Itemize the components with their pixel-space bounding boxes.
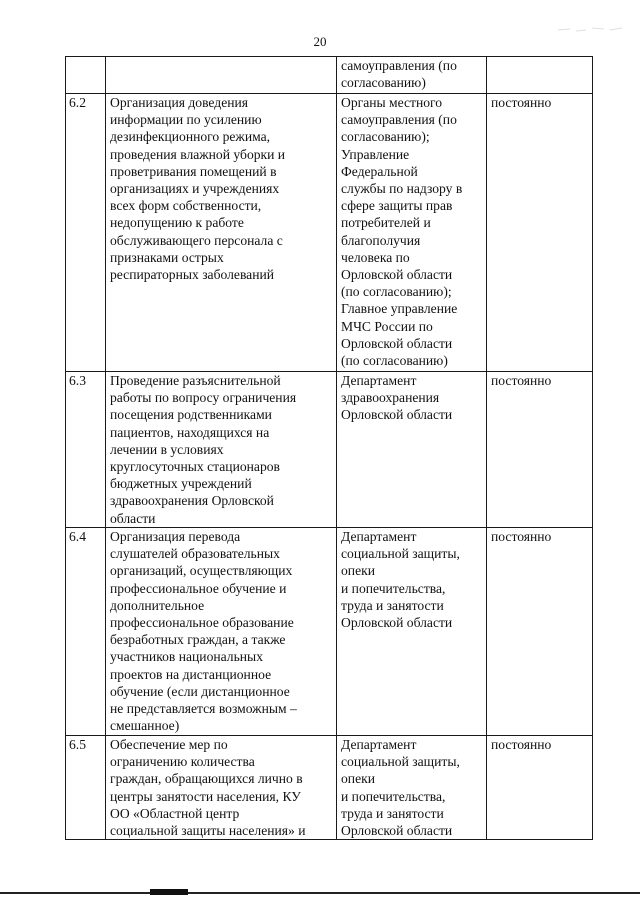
executor-line: Орловской области	[341, 267, 453, 283]
executor-line: Органы местного	[341, 95, 443, 110]
executor-line: Департамент	[341, 737, 417, 752]
activity-line: бюджетных учреждений	[110, 476, 252, 492]
activity-line: всех форм собственности,	[110, 198, 262, 214]
row-number-cell: 6.4	[66, 528, 106, 736]
activity-line: смешанное)	[110, 718, 180, 734]
term-cell	[487, 57, 593, 94]
activity-line: организаций, осуществляющих	[110, 563, 293, 579]
executor-line: социальной защиты,	[341, 546, 460, 562]
table-row	[66, 94, 593, 372]
activity-line: центры занятости населения, КУ	[110, 788, 301, 804]
table-row	[66, 736, 593, 840]
activity-line: обучение (если дистанционное	[110, 683, 290, 699]
term-cell: постоянно	[487, 94, 593, 372]
executor-line: Орловской области	[341, 407, 453, 423]
executor-cell	[337, 528, 487, 736]
measures-table	[65, 56, 593, 840]
executor-line: благополучия	[341, 232, 421, 248]
activity-line: респираторных заболеваний	[110, 267, 275, 283]
executor-line: службы по надзору в	[341, 181, 463, 197]
activity-line: посещения родственниками	[110, 407, 272, 423]
activity-cell	[106, 94, 337, 372]
activity-line: недопущению к работе	[110, 215, 244, 231]
executor-line: Орловской области	[341, 615, 453, 631]
activity-line: круглосуточных стационаров	[110, 459, 280, 475]
activity-cell	[106, 372, 337, 528]
scan-noise-decoration	[556, 22, 626, 36]
executor-line: и попечительства,	[341, 580, 446, 596]
page-number: 20	[313, 34, 327, 49]
activity-cell	[106, 528, 337, 736]
executor-line: опеки	[341, 563, 375, 579]
activity-line: пациентов, находящихся на	[110, 424, 270, 440]
executor-line: согласованию);	[341, 129, 430, 145]
executor-line: Департамент	[341, 373, 417, 388]
activity-line: признаками острых	[110, 249, 224, 265]
activity-line: проведения влажной уборки и	[110, 146, 286, 162]
activity-line: профессиональное образование	[110, 615, 294, 631]
executor-line: самоуправления (по	[341, 112, 457, 128]
executor-line: (по согласованию);	[341, 284, 452, 300]
activity-line: Организация доведения	[110, 95, 249, 110]
activity-line: работы по вопросу ограничения	[110, 390, 297, 406]
activity-line: дезинфекционного режима,	[110, 129, 271, 145]
activity-line: ограничению количества	[110, 754, 255, 770]
executor-line: самоуправления (по	[341, 58, 457, 73]
executor-line: и попечительства,	[341, 788, 446, 804]
activity-line: здравоохранения Орловской	[110, 493, 274, 509]
activity-line: дополнительное	[110, 597, 205, 613]
page-bottom-rule	[0, 892, 640, 894]
table-row	[66, 57, 593, 94]
executor-line: опеки	[341, 771, 375, 787]
executor-line: МЧС России по	[341, 318, 433, 334]
executor-line: потребителей и	[341, 215, 431, 231]
row-number-cell: 6.2	[66, 94, 106, 372]
row-number-cell: 6.5	[66, 736, 106, 840]
activity-line: области	[110, 510, 156, 526]
activity-line: организациях и учреждениях	[110, 181, 280, 197]
executor-cell	[337, 94, 487, 372]
executor-cell	[337, 736, 487, 840]
executor-line: Федеральной	[341, 163, 418, 179]
executor-line: (по согласованию)	[341, 353, 448, 369]
activity-line: проветривания помещений в	[110, 163, 277, 179]
executor-line: Главное управление	[341, 301, 458, 317]
activity-line: граждан, обращающихся лично в	[110, 771, 303, 787]
executor-line: труда и занятости	[341, 597, 444, 613]
executor-line: согласованию)	[341, 75, 426, 91]
activity-line: проектов на дистанционное	[110, 666, 272, 682]
activity-line: Проведение разъяснительной	[110, 373, 281, 388]
activity-line: Обеспечение мер по	[110, 737, 228, 752]
table-row	[66, 528, 593, 736]
executor-line: Управление	[341, 146, 410, 162]
executor-cell	[337, 57, 487, 94]
activity-line: информации по усилению	[110, 112, 262, 128]
activity-line: слушателей образовательных	[110, 546, 280, 562]
activity-line: социальной защиты населения» и	[110, 823, 306, 839]
activity-line: не представляется возможным –	[110, 701, 297, 717]
table-row	[66, 372, 593, 528]
activity-line: обслуживающего персонала с	[110, 232, 283, 248]
executor-line: Орловской области	[341, 335, 453, 351]
executor-line: социальной защиты,	[341, 754, 460, 770]
activity-line: участников национальных	[110, 649, 263, 665]
executor-line: человека по	[341, 249, 410, 265]
row-number-cell	[66, 57, 106, 94]
activity-line: лечении в условиях	[110, 441, 224, 457]
term-cell: постоянно	[487, 372, 593, 528]
activity-cell	[106, 57, 337, 94]
activity-cell	[106, 736, 337, 840]
activity-line: ОО «Областной центр	[110, 805, 240, 821]
executor-line: Департамент	[341, 529, 417, 544]
scan-artifact-mark	[150, 889, 188, 895]
activity-line: Организация перевода	[110, 529, 241, 544]
activity-line: безработных граждан, а также	[110, 632, 286, 648]
activity-line: профессиональное обучение и	[110, 580, 287, 596]
term-cell: постоянно	[487, 528, 593, 736]
executor-line: сфере защиты прав	[341, 198, 453, 214]
executor-line: труда и занятости	[341, 805, 444, 821]
executor-line: Орловской области	[341, 823, 453, 839]
executor-line: здравоохранения	[341, 390, 440, 406]
executor-cell	[337, 372, 487, 528]
row-number-cell: 6.3	[66, 372, 106, 528]
term-cell: постоянно	[487, 736, 593, 840]
